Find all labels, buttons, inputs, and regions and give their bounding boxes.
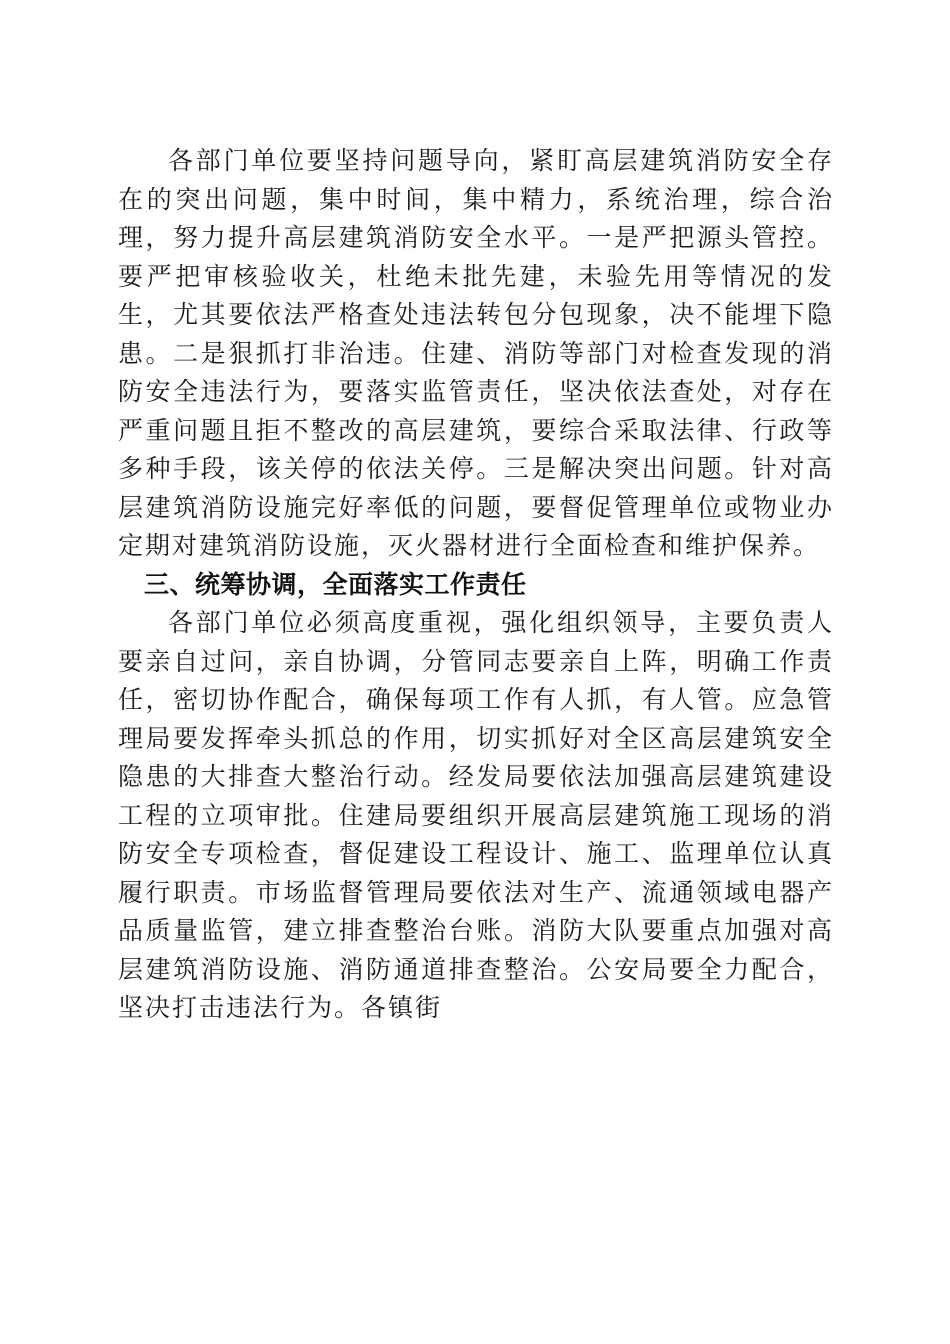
- section-heading-3: 三、统筹协调，全面落实工作责任: [144, 569, 527, 599]
- body-paragraph-2: 各部门单位必须高度重视，强化组织领导，主要负责人要亲自过问，亲自协调，分管同志要亲自上阵，明确工作责任，密切协作配合，确保每项工作有人抓，有人管。应急管理局要发挥牵头抓总的作用，切实抓好对全区高层建筑安全隐患的大排查大整治行动。经发局要依法加强高层建筑建设工程的立项审批。住建局要组织开展高层建筑施工现场的消防安全专项检查，督促建设工程设计、施工、监理单位认真履行职责。市场监督管理局要依法对生产、流通领域电器产品质量监管，建立排查整治台账。消防大队要重点加强对高层建筑消防设施、消防通道排查整治。公安局要全力配合，坚决打击违法行为。各镇街: [118, 608, 834, 1022]
- body-paragraph-1: 各部门单位要坚持问题导向，紧盯高层建筑消防安全存在的突出问题，集中时间，集中精力，系统治理，综合治理，努力提升高层建筑消防安全水平。一是严把源头管控。要严把审核验收关，杜绝未批先建，未验先用等情况的发生，尤其要依法严格查处违法转包分包现象，决不能埋下隐患。二是狠抓打非治违。住建、消防等部门对检查发现的消防安全违法行为，要落实监管责任，坚决依法查处，对存在严重问题且拒不整改的高层建筑，要综合采取法律、行政等多种手段，该关停的依法关停。三是解决突出问题。针对高层建筑消防设施完好率低的问题，要督促管理单位或物业办定期对建筑消防设施，灭火器材进行全面检查和维护保养。: [118, 146, 834, 560]
- document-body: [118, 142, 834, 1028]
